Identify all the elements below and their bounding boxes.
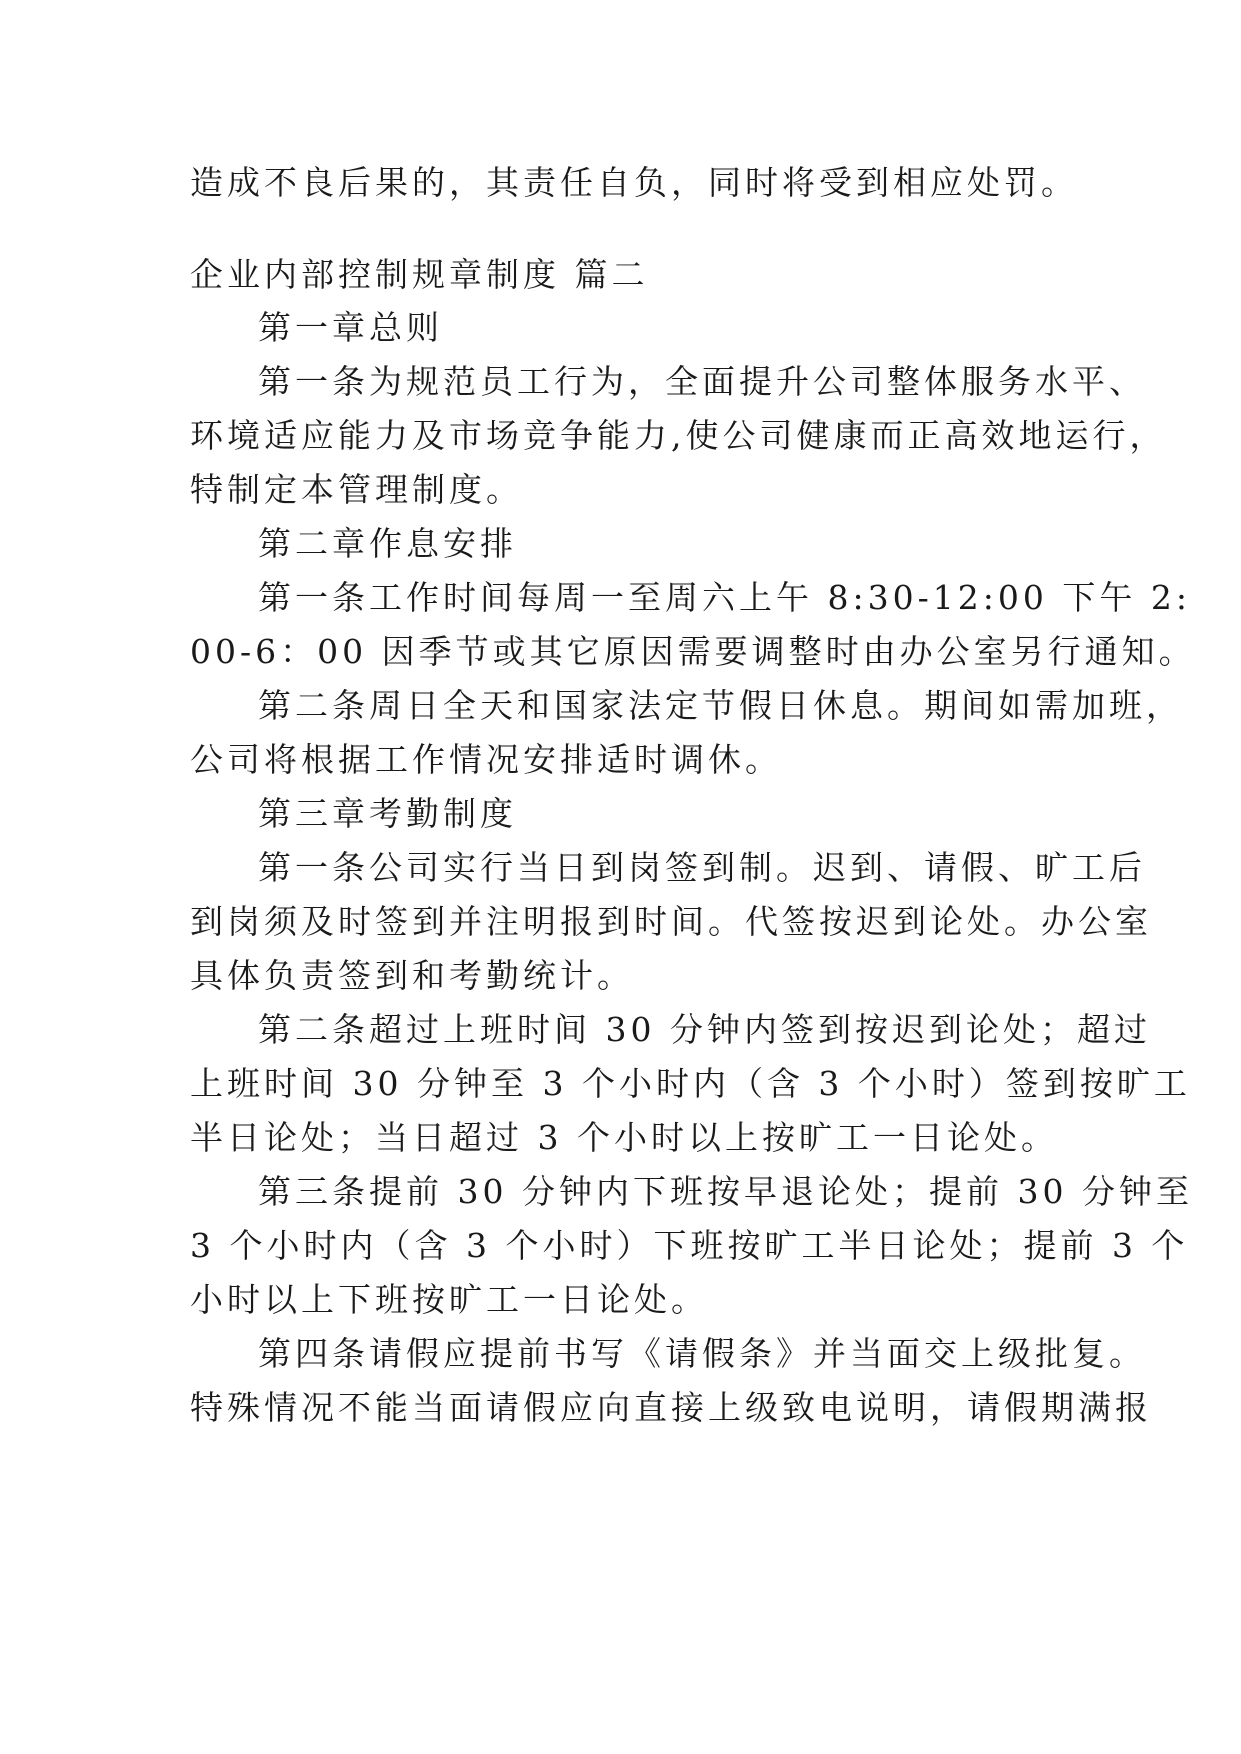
text-line: 到岗须及时签到并注明报到时间。代签按迟到论处。办公室 xyxy=(190,902,1152,941)
text-line: 3 个小时内（含 3 个小时）下班按旷工半日论处；提前 3 个 xyxy=(190,1226,1189,1265)
chapter-heading: 第三章考勤制度 xyxy=(258,794,517,833)
text-line: 环境适应能力及市场竞争能力,使公司健康而正高效地运行， xyxy=(190,416,1167,455)
chapter-heading: 第二章作息安排 xyxy=(258,524,517,563)
text-line: 半日论处；当日超过 3 个小时以上按旷工一日论处。 xyxy=(190,1118,1058,1157)
text-line: 造成不良后果的，其责任自负，同时将受到相应处罚。 xyxy=(190,163,1078,202)
text-line: 第一条公司实行当日到岗签到制。迟到、请假、旷工后 xyxy=(258,848,1146,887)
text-line: 上班时间 30 分钟至 3 个小时内（含 3 个小时）签到按旷工 xyxy=(190,1064,1191,1103)
text-line: 00-6：00 因季节或其它原因需要调整时由办公室另行通知。 xyxy=(190,632,1196,671)
text-line: 具体负责签到和考勤统计。 xyxy=(190,956,634,995)
text-line: 公司将根据工作情况安排适时调休。 xyxy=(190,740,782,779)
text-line: 第二条超过上班时间 30 分钟内签到按迟到论处；超过 xyxy=(258,1010,1151,1049)
text-line: 第三条提前 30 分钟内下班按早退论处；提前 30 分钟至 xyxy=(258,1172,1193,1211)
text-line: 第四条请假应提前书写《请假条》并当面交上级批复。 xyxy=(258,1334,1146,1373)
text-line: 第二条周日全天和国家法定节假日休息。期间如需加班， xyxy=(258,686,1183,725)
text-line: 第一条工作时间每周一至周六上午 8:30-12:00 下午 2: xyxy=(258,578,1191,617)
text-line: 特殊情况不能当面请假应向直接上级致电说明，请假期满报 xyxy=(190,1388,1152,1427)
text-line: 第一条为规范员工行为，全面提升公司整体服务水平、 xyxy=(258,362,1146,401)
chapter-heading: 第一章总则 xyxy=(258,308,443,347)
text-line: 特制定本管理制度。 xyxy=(190,470,523,509)
text-line: 小时以上下班按旷工一日论处。 xyxy=(190,1280,708,1319)
section-heading: 企业内部控制规章制度 篇二 xyxy=(190,255,649,294)
